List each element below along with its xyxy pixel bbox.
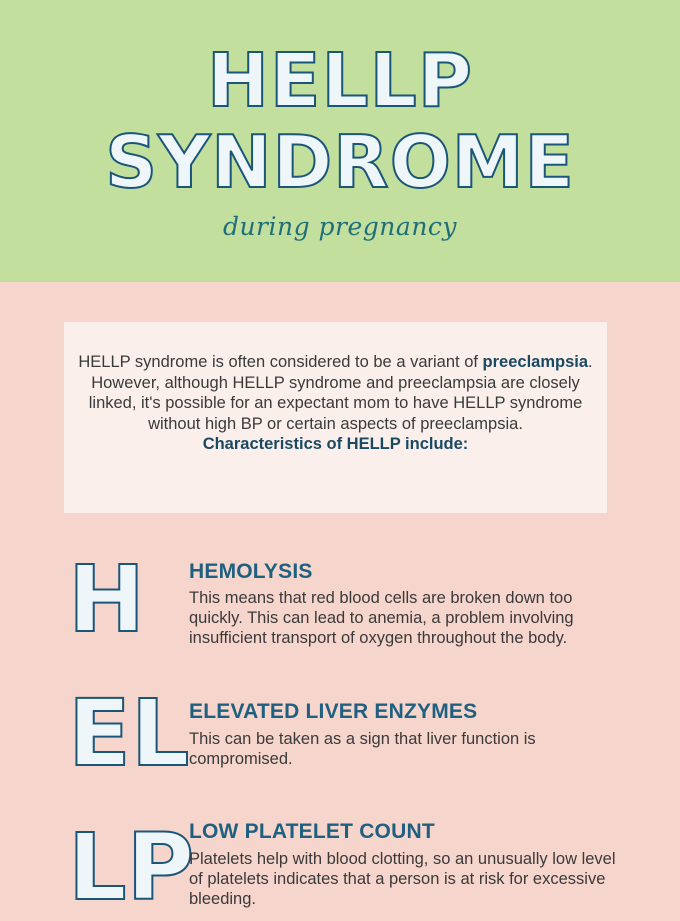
intro-bold-term: preeclampsia bbox=[482, 353, 589, 371]
item-title-low-platelet-count: LOW PLATELET COUNT bbox=[189, 820, 435, 843]
item-desc-low-platelet-count: Platelets help with blood clotting, so an unusually low level of platelets indicates that a person is at risk for excessive bleeding. bbox=[189, 850, 616, 908]
letters-el: EL bbox=[68, 680, 190, 787]
item-desc-hemolysis: This means that red blood cells are broken down too quickly. This can lead to anemia, a problem involving insufficient transport of oxygen throughout the body. bbox=[189, 589, 574, 647]
intro-box bbox=[64, 322, 607, 513]
intro-text-before: HELLP syndrome is often considered to be a variant of bbox=[78, 353, 483, 371]
title-line-1: HELLP bbox=[206, 38, 474, 124]
letter-h: H bbox=[68, 546, 145, 653]
intro-paragraph bbox=[74, 352, 597, 455]
item-desc-elevated-liver-enzymes: This can be taken as a sign that liver function is compromised. bbox=[189, 730, 536, 768]
intro-heading: Characteristics of HELLP include: bbox=[202, 435, 469, 453]
item-title-hemolysis: HEMOLYSIS bbox=[189, 560, 313, 583]
subtitle: during pregnancy bbox=[222, 212, 458, 241]
header-banner bbox=[0, 0, 680, 282]
item-title-elevated-liver-enzymes: ELEVATED LIVER ENZYMES bbox=[189, 700, 478, 723]
intro-text-after: . However, although HELLP syndrome and preeclampsia are closely linked, it's possible for an expectant mom to have HELLP syndrome without high BP or certain aspects of preeclampsia. bbox=[88, 353, 593, 433]
letters-lp: LP bbox=[68, 814, 195, 921]
title-line-2: SYNDROME bbox=[105, 120, 575, 204]
